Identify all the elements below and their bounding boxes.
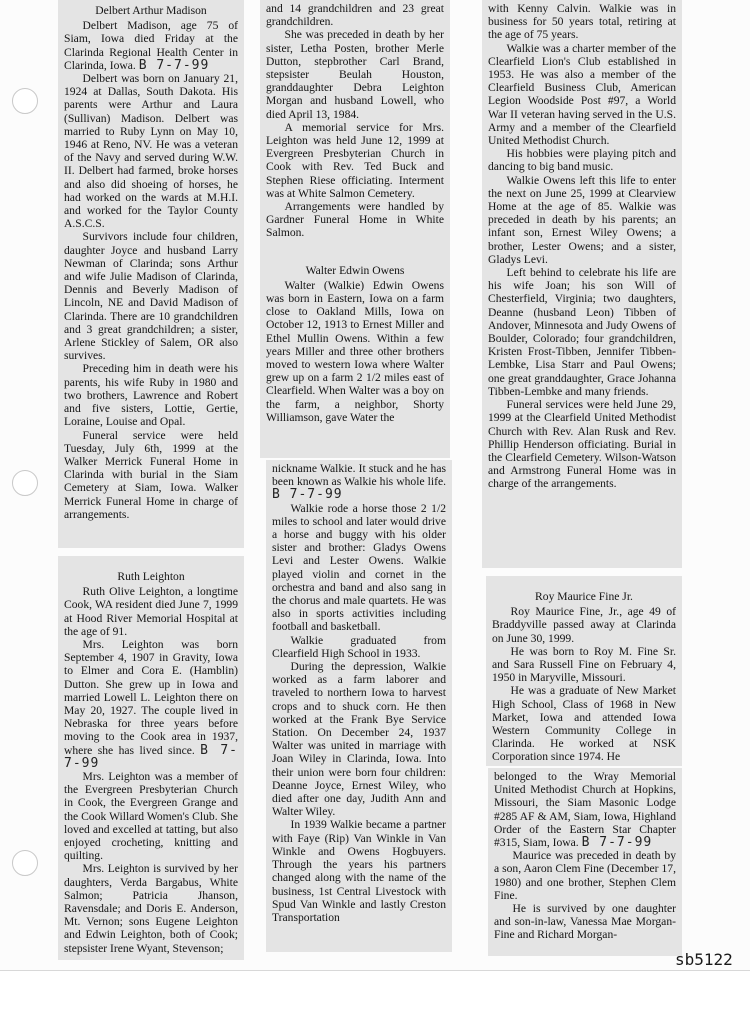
obituary-paragraph: Delbert was born on January 21, 1924 at Dallas, South Dakota. His parents were Arthur and Laura (Sullivan) Madison. Delbert was married to Ruby Lynn on May 10, 1946 at Reno, NV. He was a veteran of the Navy and served during W.W. II. Delbert had farmed, broke horses and also did shoeing of horses, he had worked on the wards at M.H.I. and worked for the Taylor County A.S.C.S. — [64, 72, 238, 231]
obituary-paragraph: She was preceded in death by her sister, Letha Posten, brother Merle Dutton, stepbrother Carl Brand, stepsister Beulah Houston, granddaughter Debra Leighton Morgan and husband Lowell, who died April 13, 1984. — [266, 28, 444, 121]
punch-hole — [12, 88, 38, 114]
obituary-title: Walter Edwin Owens — [305, 263, 405, 277]
obituary-title: Ruth Leighton — [117, 570, 185, 583]
obituary-paragraph: with Kenny Calvin. Walkie was in business for 50 years total, retiring at the age of 75 years. — [488, 2, 676, 42]
punch-hole — [12, 470, 38, 496]
obituary-paragraph: Walkie was a charter member of the Clearfield Lion's Club established in 1953. He was also a member of the Clearfield Business Club, American Legion Woodside Post #97, a World War II veteran having served in the U.S. Army and a member of the Clearfield United Methodist Church. — [488, 41, 676, 148]
obituary-paragraph: Walkie rode a horse those 2 1/2 miles to school and later would drive a horse and buggy with his older sister and brother: Gladys Owens Levi and Lester Owens. Walkie played violin and cornet in the orchestra and band and also sang in the chorus and male quartets. He was also in sports activities including football and basketball. — [272, 501, 446, 634]
handwritten-page-id: sb5122 — [675, 950, 733, 969]
obituary-paragraph: Walkie graduated from Clearfield High School in 1933. — [272, 633, 446, 660]
obituary-paragraph: Mrs. Leighton was a member of the Evergreen Presbyterian Church in Cook, the Evergreen Grange and the Cook Willard Women's Club. She loved and excelled at tatting, but also enjoyed crocheting, knitting and quilting. — [64, 770, 238, 863]
obituary-clipping-owens-end — [482, 0, 682, 568]
obituary-paragraph: Mrs. Leighton is survived by her daughters, Verda Bargabus, White Salmon; Patricia Jhanson, Ravensdale; and Doris E. Anderson, Mt. Vernon; sons Eugene Leighton and Edwin Leighton, both of Cook; stepsister Irene Wyant, Stevenson; — [64, 862, 238, 955]
obituary-paragraph: He was a graduate of New Market High School, Class of 1968 in New Market, Iowa and attended Iowa Western Community College in Clarinda. He worked at NSK Corporation since 1974. He — [492, 684, 676, 764]
obituary-paragraph: A memorial service for Mrs. Leighton was held June 12, 1999 at Evergreen Presbyterian Church in Cook with Rev. Ted Buck and Stephen Riese officiating. Interment was at White Salmon Cemetery. — [266, 120, 444, 200]
obituary-paragraph: Maurice was preceded in death by a son, Aaron Clem Fine (December 17, 1980) and one brother, Stephen Clem Fine. — [494, 849, 676, 902]
obituary-clipping-fine-continued — [488, 768, 682, 956]
handwritten-date: B 7-7-99 — [64, 742, 238, 771]
obituary-clipping-leighton-continued — [260, 0, 450, 458]
handwritten-date: B 7-7-99 — [272, 487, 343, 503]
obituary-paragraph: Walter (Walkie) Edwin Owens was born in Eastern, Iowa on a farm close to Oakland Mills, Iowa on October 12, 1913 to Ernest Miller and Ethel Mullin Owens. Within a few years Miller and three other brothers moved to western Iowa where Walter grew up on a farm 2 1/2 miles east of Clearfield. When Walter was a boy on the farm, a neighbor, Shorty Williamson, gave Water the — [266, 278, 444, 424]
obituary-paragraph: He is survived by one daughter and son-in-law, Vanessa Mae Morgan-Fine and Richard Morgan- — [494, 902, 676, 942]
obituary-paragraph: Survivors include four children, daughter Joyce and husband Larry Newman of Clarinda; sons Arthur and wife Julie Madison of Clarinda, Dennis and Beverly Madison of Lincoln, NE and David Madison of Clarinda. There are 10 grandchildren and 3 great grandchildren; a sister, Arlene Stickley of Salem, OR also survives. — [64, 230, 238, 363]
obituary-paragraph: In 1939 Walkie became a partner with Faye (Rip) Van Winkle in Van Winkle and Owens Hogbuyers. Through the years his partners changed along with the name of the business, 1st Central Livestock with Spud Van Winkle and lastly Creston Transportation — [272, 818, 446, 924]
obituary-paragraph: His hobbies were playing pitch and dancing to big band music. — [488, 147, 676, 174]
obituary-paragraph: Arrangements were handled by Gardner Funeral Home in White Salmon. — [266, 200, 444, 240]
obituary-paragraph: Mrs. Leighton was born September 4, 1907 in Gravity, Iowa to Elmer and Cora E. (Hamblin) Dutton. She grew up in Iowa and married Lowell L. Leighton there on May 20, 1927. The couple lived in Nebraska for three years before moving to the Cook area in 1937, where she has lived since. B 7-7-99 — [64, 638, 238, 771]
obituary-paragraph: He was born to Roy M. Fine Sr. and Sara Russell Fine on February 4, 1950 in Maryville, Missouri. — [492, 644, 676, 685]
obituary-paragraph: Roy Maurice Fine, Jr., age 49 of Braddyville passed away at Clarinda on June 30, 1999. — [492, 605, 676, 645]
scan-bottom-margin — [0, 970, 750, 1034]
obituary-paragraph: Funeral services were held June 29, 1999 at the Clearfield United Methodist Church with Rev. Alan Rusk and Rev. Phillip Henderson officiating. Burial in the Clearfield Cemetery. Wilson-Watson and Armstrong Funeral Home was in charge of the arrangements. — [488, 398, 676, 491]
obituary-paragraph: belonged to the Wray Memorial United Methodist Church at Hopkins, Missouri, the Siam Masonic Lodge #285 AF & AM, Siam, Iowa, Highland Order of the Eastern Star Chapter #315, Siam, Iowa. B 7-7-99 — [494, 770, 676, 851]
obituary-title: Delbert Arthur Madison — [95, 4, 207, 17]
obituary-paragraph: and 14 grandchildren and 23 great grandchildren. — [266, 2, 444, 29]
obituary-clipping-owens-continued — [266, 460, 452, 952]
obituary-clipping-fine — [486, 576, 682, 766]
obituary-paragraph: During the depression, Walkie worked as a farm laborer and traveled to northern Iowa to harvest crops and to shuck corn. He then worked at the Frank Bye Service Station. On December 24, 1937 Walter was united in marriage with Joan Wiley in Clarinda, Iowa. Into their union were born four children: Deanne Joyce, Ernest Wiley, who died after one day, Judith Ann and Walter Wiley. — [272, 660, 446, 819]
obituary-paragraph: Walkie Owens left this life to enter the next on June 25, 1999 at Clearview Home at the age of 85. Walkie was preceded in death by his parents; an infant son, Ernest Wiley Owens; a brother, Lester Owens; and a sister, Gladys Levi. — [488, 173, 676, 266]
obituary-title: Roy Maurice Fine Jr. — [535, 590, 633, 603]
obituary-clipping-madison — [58, 0, 244, 548]
obituary-paragraph: nickname Walkie. It stuck and he has been known as Walkie his whole life. B 7-7-99 — [272, 462, 446, 503]
obituary-paragraph: Ruth Olive Leighton, a longtime Cook, WA resident died June 7, 1999 at Hood River Memorial Hospital at the age of 91. — [64, 585, 238, 638]
obituary-paragraph: Funeral service were held Tuesday, July 6th, 1999 at the Walker Merrick Funeral Home in Clarinda with burial in the Siam Cemetery at Siam, Iowa. Walker Merrick Funeral Home in charge of arrangements. — [64, 428, 238, 521]
handwritten-date: B 7-7-99 — [138, 57, 210, 73]
obituary-paragraph: Preceding him in death were his parents, his wife Ruby in 1980 and two brothers, Lawrence and Robert and five sisters, Lottie, Gertie, Loraine, Louise and Opal. — [64, 362, 238, 429]
handwritten-date: B 7-7-99 — [581, 835, 653, 851]
obituary-paragraph: Left behind to celebrate his life are his wife Joan; his son Will of Chesterfield, Virginia; two daughters, Deanne (husband Leon) Tibben of Andover, Minnesota and Judy Owens of Boulder, Colorado; four grandchildren, Kristen Frost-Tibben, Jennifer Tibben-Lembke, Lisa Starr and Paul Owens; one great granddaughter, Grace Johanna Tibben-Lembke and many friends. — [488, 266, 676, 398]
obituary-paragraph: Delbert Madison, age 75 of Siam, Iowa died Friday at the Clarinda Regional Health Center in Clarinda, Iowa. B 7-7-99 — [64, 19, 238, 73]
obituary-clipping-leighton — [58, 556, 244, 960]
punch-hole — [12, 850, 38, 876]
